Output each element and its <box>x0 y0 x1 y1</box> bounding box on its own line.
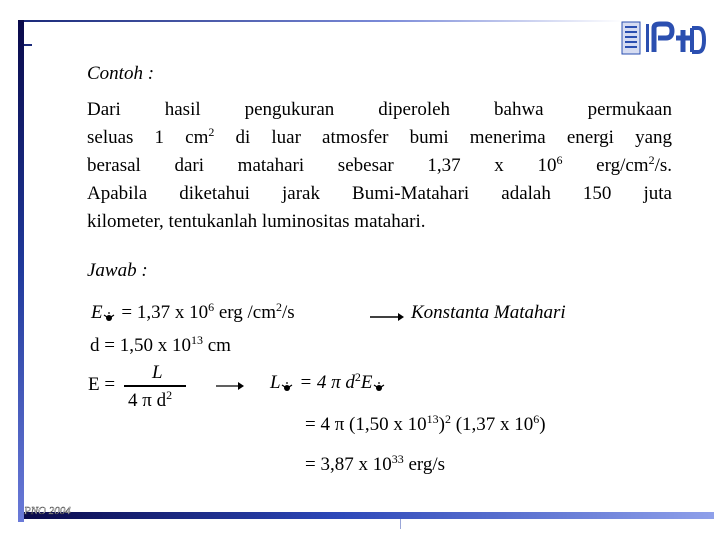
sun-subscript-icon <box>281 382 295 392</box>
implies-arrow-icon <box>216 381 244 391</box>
problem-line <box>87 124 672 152</box>
frame-top-tick <box>24 44 32 46</box>
superscript: 13 <box>426 412 439 426</box>
frame-left-bar <box>18 20 24 522</box>
constant-label: Konstanta Matahari <box>411 302 566 323</box>
given-energy-flux <box>91 302 295 324</box>
result-line-1 <box>270 372 387 394</box>
problem-text: berasal dari matahari sebesar 1,37 x 10 <box>87 155 557 176</box>
d-value: d = 1,50 x 10 <box>90 335 191 356</box>
institution-logo <box>620 18 706 58</box>
problem-text: seluas 1 cm <box>87 127 209 148</box>
E-unit: erg /cm <box>214 302 276 323</box>
superscript: 2 <box>276 300 282 314</box>
frame-top-line <box>24 20 624 22</box>
problem-line <box>87 96 672 124</box>
problem-text: di luar atmosfer bumi menerima energi yang <box>214 127 673 148</box>
superscript: 2 <box>166 388 173 402</box>
superscript: 2 <box>354 370 361 384</box>
superscript: 13 <box>190 333 203 347</box>
problem-paragraph <box>87 96 672 236</box>
given-distance <box>90 335 231 357</box>
superscript: 33 <box>391 452 404 466</box>
result-expression: ) <box>539 414 546 435</box>
problem-text: kilometer, tentukanlah luminositas matahari. <box>87 211 426 232</box>
result-unit: erg/s <box>403 454 446 475</box>
arrow-right-icon <box>370 312 404 322</box>
d-unit: cm <box>202 335 231 356</box>
result-line-2 <box>305 414 546 436</box>
denominator-text: 4 π d <box>128 390 167 411</box>
problem-line <box>87 208 672 236</box>
superscript: 6 <box>208 300 215 314</box>
result-expression: (1,37 x 10 <box>450 414 534 435</box>
E-unit: /s <box>282 302 295 323</box>
result-expression: = 3,87 x 10 <box>305 454 392 475</box>
problem-text: Dari hasil pengukuran diperoleh bahwa permukaan <box>87 99 672 120</box>
superscript: 6 <box>533 412 540 426</box>
superscript: 2 <box>444 412 451 426</box>
answer-heading: Jawab : <box>87 260 148 281</box>
problem-line <box>87 152 672 180</box>
superscript: 2 <box>648 153 655 167</box>
frame-bottom-tick <box>400 519 401 529</box>
result-expression: = 4 π (1,50 x 10 <box>305 414 427 435</box>
result-expression: = 4 π d <box>299 372 355 393</box>
superscript: 2 <box>208 125 215 139</box>
result-expression: ) <box>438 414 445 435</box>
problem-line <box>87 180 672 208</box>
example-heading: Contoh : <box>87 63 155 84</box>
E-value: = 1,37 x 10 <box>121 302 209 323</box>
sun-subscript-icon <box>103 312 117 322</box>
superscript: 6 <box>556 153 563 167</box>
footer-label: PNO 2004 <box>24 505 71 517</box>
L-symbol: L <box>270 372 281 393</box>
problem-text: erg/cm <box>562 155 649 176</box>
sun-subscript-icon <box>373 382 387 392</box>
problem-text: /s. <box>654 155 672 176</box>
formula-denominator <box>128 390 172 412</box>
formula-numerator: L <box>152 362 163 383</box>
problem-text: Apabila diketahui jarak Bumi-Matahari adalah 150 juta <box>87 183 672 204</box>
formula-lhs: E = <box>88 374 116 395</box>
E-symbol: E <box>360 372 373 393</box>
frame-bottom-line <box>24 512 714 519</box>
fraction-bar <box>124 385 186 387</box>
result-line-3 <box>305 454 445 476</box>
E-symbol: E <box>91 302 103 323</box>
